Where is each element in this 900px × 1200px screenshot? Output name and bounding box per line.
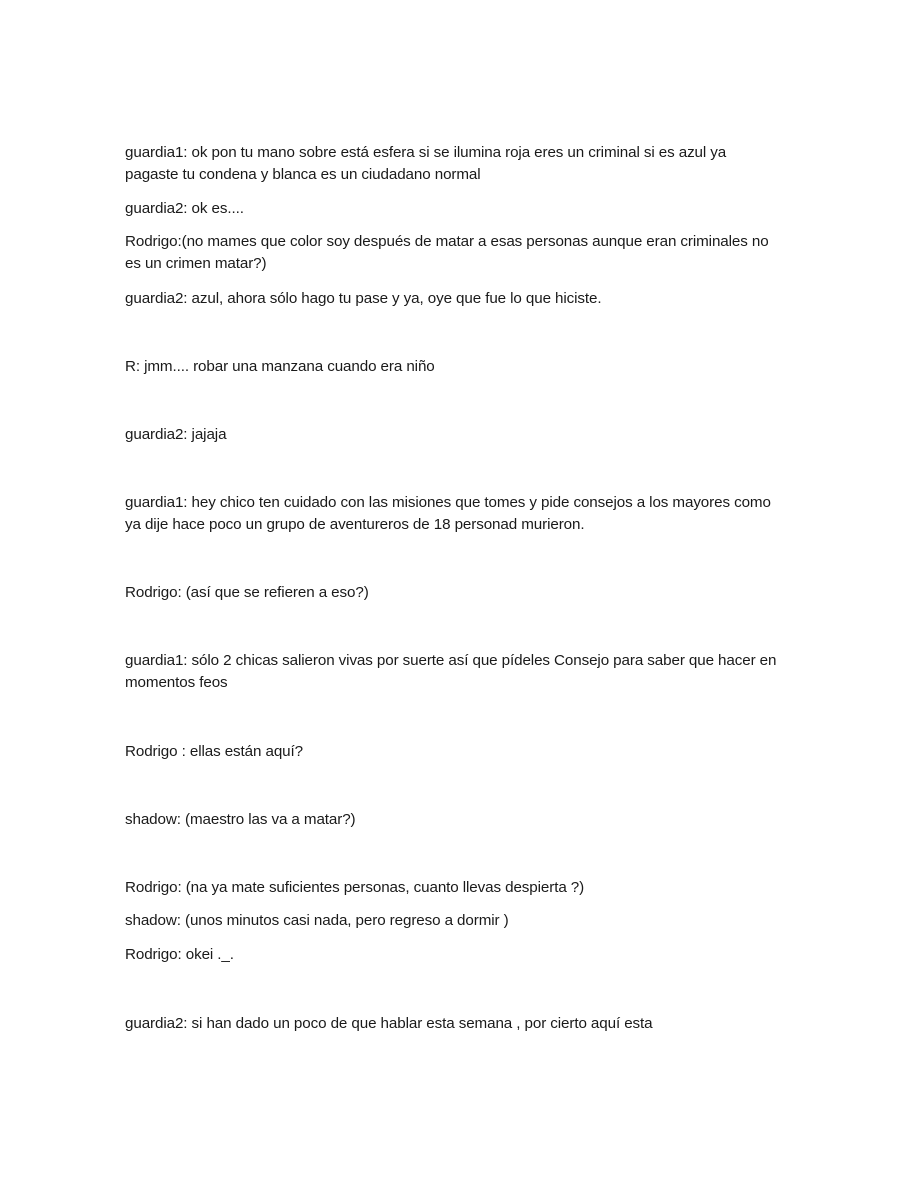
dialogue-line: guardia1: hey chico ten cuidado con las misiones que tomes y pide consejos a los mayores como ya dije hace poco un grupo de aventureros de 18 personad murieron. bbox=[125, 494, 771, 533]
dialogue-line: Rodrigo: (na ya mate suficientes personas, cuanto llevas despierta ?) bbox=[125, 879, 585, 896]
dialogue-line: Rodrigo:(no mames que color soy después de matar a esas personas aunque eran criminales no es un crimen matar?) bbox=[125, 233, 769, 272]
dialogue-line: Rodrigo: okei ._. bbox=[125, 946, 234, 963]
dialogue-line: guardia2: si han dado un poco de que hablar esta semana , por cierto aquí esta bbox=[125, 1015, 653, 1032]
dialogue-line: guardia2: jajaja bbox=[125, 426, 227, 443]
dialogue-line: Rodrigo: (así que se refieren a eso?) bbox=[125, 584, 369, 601]
dialogue-line: guardia1: sólo 2 chicas salieron vivas por suerte así que pídeles Consejo para saber que hacer en momentos feos bbox=[125, 652, 777, 691]
dialogue-line: guardia1: ok pon tu mano sobre está esfera si se ilumina roja eres un criminal si es azul ya pagaste tu condena y blanca es un ciudadano normal bbox=[125, 144, 727, 183]
dialogue-line: guardia2: azul, ahora sólo hago tu pase y ya, oye que fue lo que hiciste. bbox=[125, 290, 602, 307]
dialogue-line: guardia2: ok es.... bbox=[125, 200, 244, 217]
dialogue-line: R: jmm.... robar una manzana cuando era niño bbox=[125, 358, 435, 375]
dialogue-line: shadow: (unos minutos casi nada, pero regreso a dormir ) bbox=[125, 912, 509, 929]
dialogue-line: Rodrigo : ellas están aquí? bbox=[125, 743, 303, 760]
dialogue-line: shadow: (maestro las va a matar?) bbox=[125, 811, 356, 828]
